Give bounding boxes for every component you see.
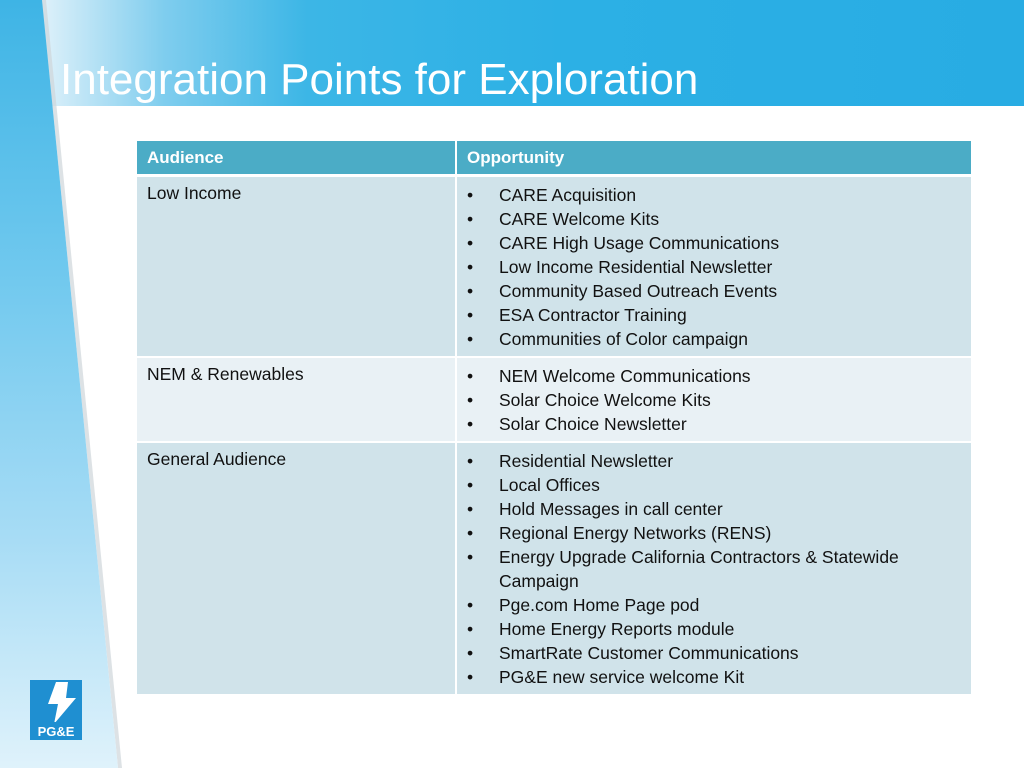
left-decorative-panel [0, 0, 120, 768]
list-item: • CARE Welcome Kits [467, 207, 961, 231]
lightning-bolt-icon [48, 682, 76, 724]
list-item: • SmartRate Customer Communications [467, 641, 961, 665]
list-item: • CARE High Usage Communications [467, 231, 961, 255]
pge-logo-mark [30, 680, 82, 740]
list-item: • Hold Messages in call center [467, 497, 961, 521]
list-item: • NEM Welcome Communications [467, 364, 961, 388]
list-item: • Energy Upgrade California Contractors & Statewide Campaign [467, 545, 961, 593]
list-item: • Regional Energy Networks (RENS) [467, 521, 961, 545]
list-item: • Local Offices [467, 473, 961, 497]
opportunity-cell [456, 357, 971, 442]
table-row [137, 176, 971, 358]
list-item: • PG&E new service welcome Kit [467, 665, 961, 689]
pge-logo [30, 680, 82, 740]
list-item: • Low Income Residential Newsletter [467, 255, 961, 279]
list-item: • Solar Choice Welcome Kits [467, 388, 961, 412]
audience-cell: Low Income [137, 176, 456, 358]
list-item: • Communities of Color campaign [467, 327, 961, 351]
list-item: • Pge.com Home Page pod [467, 593, 961, 617]
opportunity-table [137, 141, 971, 696]
list-item: • Community Based Outreach Events [467, 279, 961, 303]
audience-cell: General Audience [137, 442, 456, 695]
list-item: • Home Energy Reports module [467, 617, 961, 641]
header-audience: Audience [137, 141, 456, 176]
opportunity-list [467, 449, 961, 689]
opportunity-cell [456, 176, 971, 358]
opportunity-list [467, 183, 961, 351]
table-row [137, 442, 971, 695]
slide-title: Integration Points for Exploration [60, 55, 699, 104]
list-item: • Solar Choice Newsletter [467, 412, 961, 436]
opportunity-cell [456, 442, 971, 695]
list-item: • ESA Contractor Training [467, 303, 961, 327]
audience-cell: NEM & Renewables [137, 357, 456, 442]
list-item: • Residential Newsletter [467, 449, 961, 473]
logo-text: PG&E [37, 724, 75, 739]
opportunity-list [467, 364, 961, 436]
table-row [137, 357, 971, 442]
table-header-row [137, 141, 971, 176]
list-item: • CARE Acquisition [467, 183, 961, 207]
header-opportunity: Opportunity [456, 141, 971, 176]
